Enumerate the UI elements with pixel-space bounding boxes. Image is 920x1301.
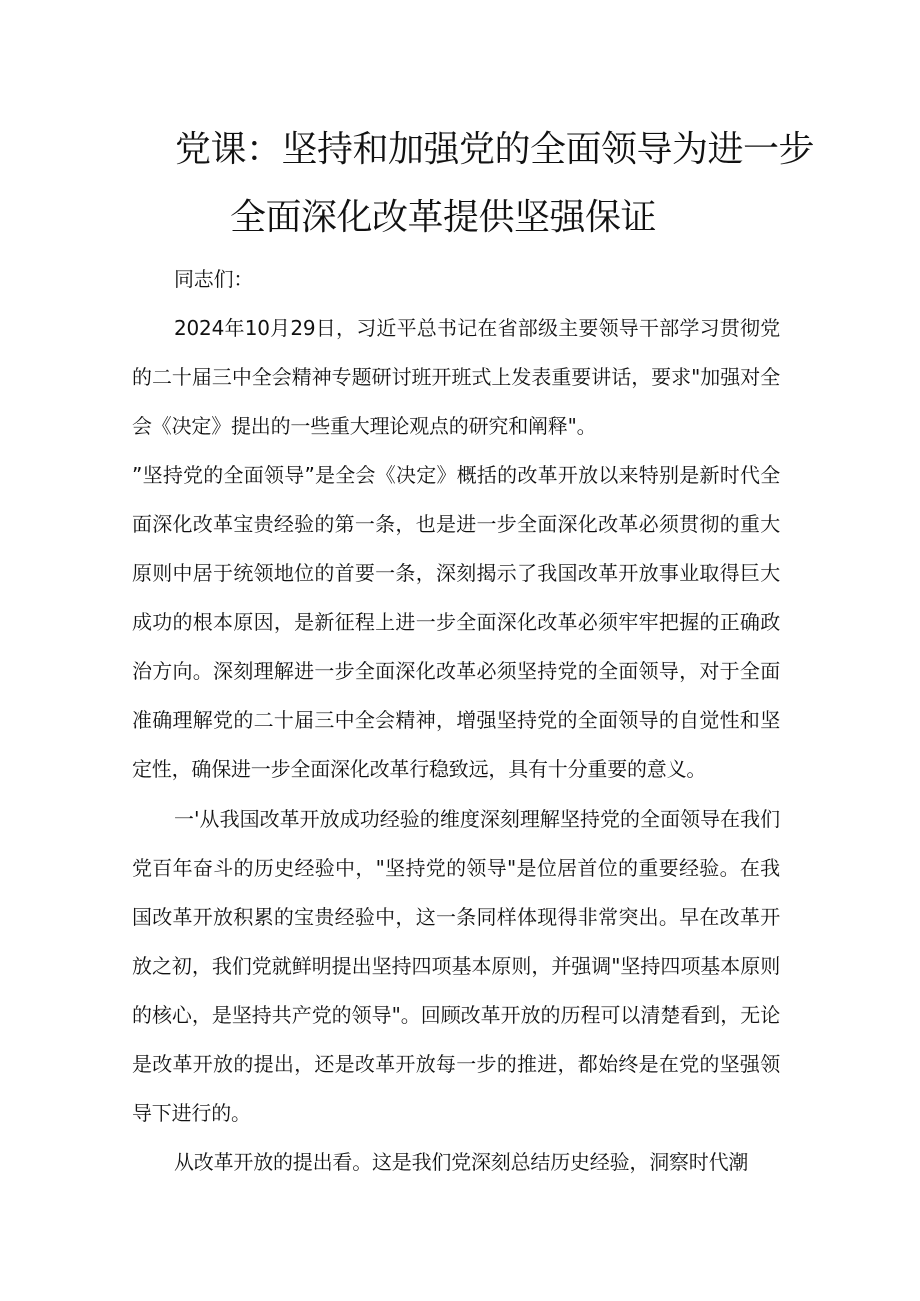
paragraph-3: 一'从我国改革开放成功经验的维度深刻理解坚持党的全面领导在我们党百年奋斗的历史经验中，"坚持党的领导"是位居首位的重要经验。在我国改革开放积累的宝贵经验中，这一条同样体现得非常突出。早在改革开放之初，我们党就鲜明提出坚持四项基本原则，并强调"坚持四项基本原则的核心，是坚持共产党的领导"。回顾改革开放的历程可以清楚看到，无论是改革开放的提出，还是改革开放每一步的推进，都始终是在党的坚强领导下进行的。 [132, 807, 780, 1125]
greeting: 同志们： [174, 267, 254, 291]
document-title-line-1: 党课：坚持和加强党的全面领导为进一步 [175, 129, 815, 170]
document-title-line-2: 全面深化改革提供坚强保证 [230, 197, 657, 238]
paragraph-4: 从改革开放的提出看。这是我们党深刻总结历史经验，洞察时代潮 [174, 1150, 749, 1174]
paragraph-2: ”坚持党的全面领导”是全会《决定》概括的改革开放以来特别是新时代全面深化改革宝贵经验的第一条，也是进一步全面深化改革必须贯彻的重大原则中居于统领地位的首要一条，深刻揭示了我国改革开放事业取得巨大成功的根本原因，是新征程上进一步全面深化改革必须牢牢把握的正确政治方向。深刻理解进一步全面深化改革必须坚持党的全面领导，对于全面准确理解党的二十届三中全会精神，增强坚持党的全面领导的自觉性和坚定性，确保进一步全面深化改革行稳致远，具有十分重要的意义。 [132, 463, 780, 781]
paragraph-1: 2024年10月29日，习近平总书记在省部级主要领导干部学习贯彻党的二十届三中全会精神专题研讨班开班式上发表重要讲话，要求"加强对全会《决定》提出的一些重大理论观点的研究和阐释"。 [132, 316, 780, 438]
